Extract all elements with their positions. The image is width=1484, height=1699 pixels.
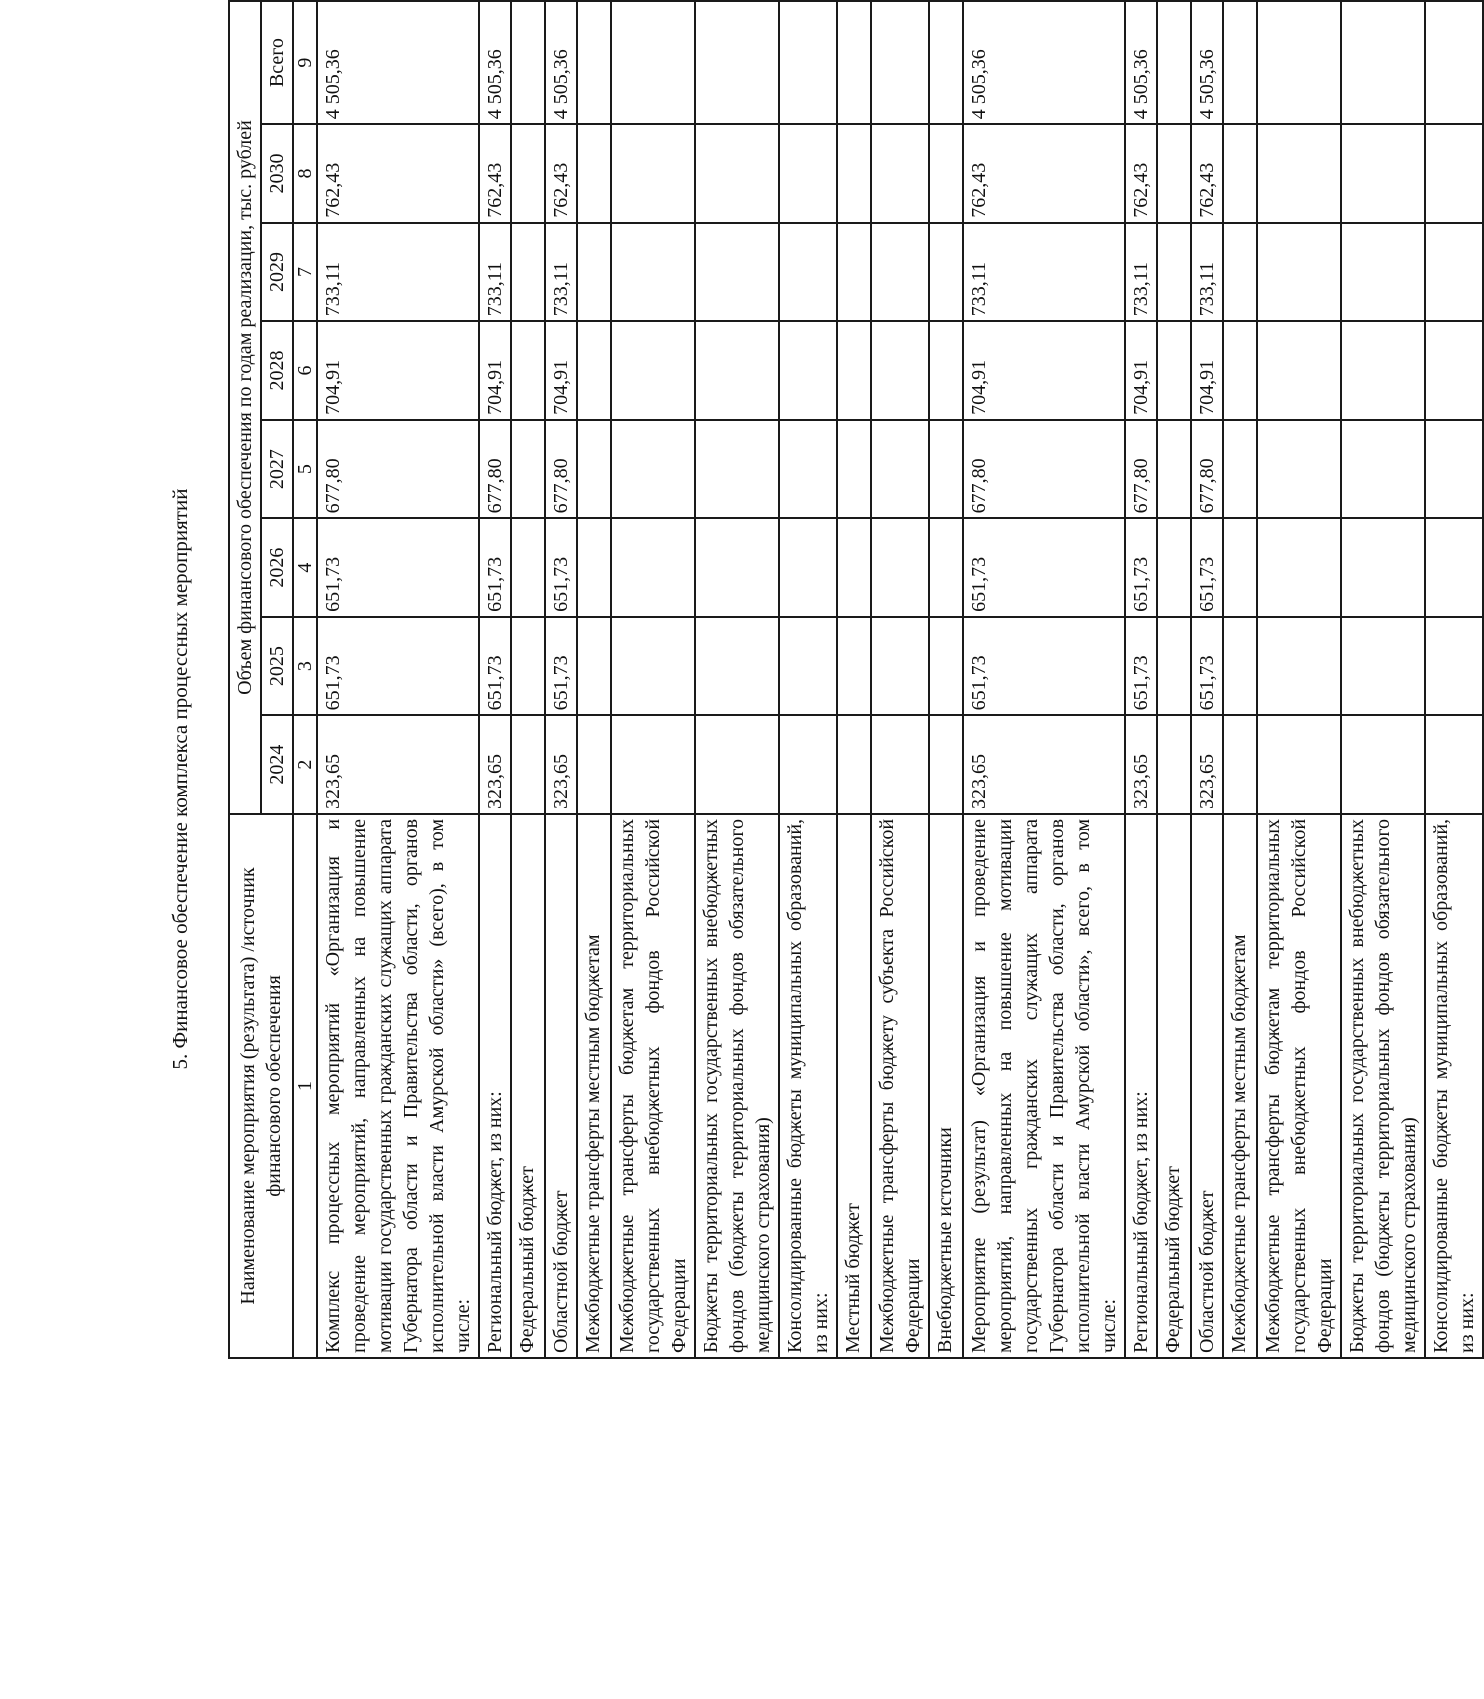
row-year-value xyxy=(577,124,611,223)
header-year: 2030 xyxy=(261,124,293,223)
row-source-name: Межбюджетные трансферты местным бюджетам xyxy=(577,814,611,1358)
row-total-value xyxy=(1157,1,1191,124)
header-year: 2029 xyxy=(261,223,293,322)
row-year-value xyxy=(1223,321,1257,420)
header-year: 2027 xyxy=(261,420,293,519)
row-year-value xyxy=(929,518,963,617)
row-year-value xyxy=(695,321,779,420)
header-year: 2026 xyxy=(261,518,293,617)
row-total-value xyxy=(511,1,545,124)
row-year-value xyxy=(577,321,611,420)
row-year-value xyxy=(611,715,695,814)
header-total: Всего xyxy=(261,1,293,124)
row-source-name: Консолидированные бюджеты муниципальных образований, из них: xyxy=(779,814,837,1358)
row-year-value: 762,43 xyxy=(479,124,511,223)
row-year-value xyxy=(871,124,929,223)
row-year-value xyxy=(1341,420,1425,519)
row-year-value xyxy=(511,715,545,814)
table-row xyxy=(545,1,577,1358)
row-year-value: 677,80 xyxy=(317,420,479,519)
row-year-value: 651,73 xyxy=(479,617,511,716)
row-year-value xyxy=(929,420,963,519)
row-year-value: 651,73 xyxy=(545,518,577,617)
table-row xyxy=(511,1,545,1358)
row-year-value xyxy=(1425,321,1483,420)
row-year-value xyxy=(1257,617,1341,716)
row-year-value xyxy=(871,518,929,617)
row-year-value xyxy=(837,518,871,617)
row-year-value xyxy=(695,617,779,716)
row-year-value: 762,43 xyxy=(1191,124,1223,223)
row-year-value xyxy=(511,124,545,223)
row-year-value xyxy=(577,518,611,617)
column-index: 4 xyxy=(293,518,317,617)
row-year-value xyxy=(1157,715,1191,814)
row-year-value xyxy=(1341,321,1425,420)
row-total-value xyxy=(1223,1,1257,124)
document-title: 5. Финансовое обеспечение комплекса процессных мероприятий xyxy=(168,488,192,1070)
row-year-value xyxy=(1341,617,1425,716)
row-year-value xyxy=(779,321,837,420)
row-year-value: 651,73 xyxy=(479,518,511,617)
row-year-value: 762,43 xyxy=(317,124,479,223)
row-year-value xyxy=(1341,124,1425,223)
row-year-value xyxy=(1157,321,1191,420)
row-year-value xyxy=(1341,715,1425,814)
row-year-value xyxy=(577,617,611,716)
row-year-value: 704,91 xyxy=(1191,321,1223,420)
row-source-name: Мероприятие (результат) «Организация и проведение мероприятий, направленных на повышение мотивации государственных гражданских служащих аппарата Губернатора области и Правительства области, органов исполнительной власти Амурской области», всего, в том числе: xyxy=(963,814,1125,1358)
header-year: 2028 xyxy=(261,321,293,420)
row-year-value xyxy=(837,715,871,814)
row-year-value: 704,91 xyxy=(1125,321,1157,420)
row-year-value xyxy=(511,617,545,716)
row-year-value: 651,73 xyxy=(963,617,1125,716)
row-year-value xyxy=(1341,223,1425,322)
row-total-value xyxy=(871,1,929,124)
row-year-value: 323,65 xyxy=(1125,715,1157,814)
row-total-value xyxy=(1425,1,1483,124)
row-year-value xyxy=(1425,223,1483,322)
column-index: 6 xyxy=(293,321,317,420)
row-source-name: Консолидированные бюджеты муниципальных образований, из них: xyxy=(1425,814,1483,1358)
row-year-value xyxy=(837,420,871,519)
table-row xyxy=(1223,1,1257,1358)
row-year-value: 762,43 xyxy=(545,124,577,223)
row-source-name: Областной бюджет xyxy=(545,814,577,1358)
table-row xyxy=(317,1,479,1358)
table-row xyxy=(1157,1,1191,1358)
header-year: 2025 xyxy=(261,617,293,716)
row-year-value xyxy=(779,518,837,617)
row-year-value: 323,65 xyxy=(317,715,479,814)
row-year-value: 677,80 xyxy=(479,420,511,519)
row-source-name: Межбюджетные трансферты бюджетам территориальных государственных внебюджетных фондов Российской Федерации xyxy=(611,814,695,1358)
row-year-value: 677,80 xyxy=(1191,420,1223,519)
row-year-value: 733,11 xyxy=(545,223,577,322)
row-year-value: 733,11 xyxy=(963,223,1125,322)
row-source-name: Областной бюджет xyxy=(1191,814,1223,1358)
row-year-value xyxy=(779,617,837,716)
row-year-value xyxy=(929,223,963,322)
row-year-value xyxy=(1257,715,1341,814)
row-year-value: 651,73 xyxy=(1125,617,1157,716)
row-source-name: Бюджеты территориальных государственных внебюджетных фондов (бюджеты территориальных фондов обязательного медицинского страхования) xyxy=(695,814,779,1358)
header-name-column: Наименование мероприятия (результата) /источник финансового обеспечения xyxy=(229,814,293,1358)
row-year-value: 651,73 xyxy=(545,617,577,716)
row-source-name: Бюджеты территориальных государственных внебюджетных фондов (бюджеты территориальных фондов обязательного медицинского страхования) xyxy=(1341,814,1425,1358)
row-year-value xyxy=(1257,518,1341,617)
header-units: тыс. рублей xyxy=(234,120,256,220)
column-index: 2 xyxy=(293,715,317,814)
row-year-value xyxy=(1157,617,1191,716)
row-year-value xyxy=(611,223,695,322)
row-year-value xyxy=(1425,715,1483,814)
row-year-value xyxy=(1223,715,1257,814)
row-year-value xyxy=(1257,124,1341,223)
row-year-value xyxy=(1223,124,1257,223)
row-year-value: 677,80 xyxy=(545,420,577,519)
row-year-value xyxy=(837,124,871,223)
row-total-value xyxy=(837,1,871,124)
row-year-value xyxy=(511,420,545,519)
row-year-value xyxy=(695,518,779,617)
row-source-name: Комплекс процессных мероприятий «Организация и проведение мероприятий, направленных на повышение мотивации государственных гражданских служащих аппарата Губернатора области и Правительства области, органов исполнительной власти Амурской области» (всего), в том числе: xyxy=(317,814,479,1358)
row-year-value xyxy=(1257,321,1341,420)
row-source-name: Межбюджетные трансферты местным бюджетам xyxy=(1223,814,1257,1358)
row-year-value xyxy=(1257,420,1341,519)
column-index: 5 xyxy=(293,420,317,519)
row-total-value: 4 505,36 xyxy=(1125,1,1157,124)
row-total-value: 4 505,36 xyxy=(963,1,1125,124)
row-year-value xyxy=(929,617,963,716)
table-body xyxy=(293,1,1483,1358)
row-year-value xyxy=(1157,518,1191,617)
row-year-value xyxy=(695,420,779,519)
row-source-name: Региональный бюджет, из них: xyxy=(1125,814,1157,1358)
row-year-value: 704,91 xyxy=(545,321,577,420)
row-year-value xyxy=(1223,617,1257,716)
row-year-value xyxy=(1223,223,1257,322)
row-year-value xyxy=(779,223,837,322)
row-year-value xyxy=(695,715,779,814)
row-year-value: 677,80 xyxy=(963,420,1125,519)
column-index: 1 xyxy=(293,814,317,1358)
row-source-name: Региональный бюджет, из них: xyxy=(479,814,511,1358)
row-source-name: Межбюджетные трансферты бюджетам территориальных государственных внебюджетных фондов Российской Федерации xyxy=(1257,814,1341,1358)
row-total-value xyxy=(1341,1,1425,124)
table-row xyxy=(1191,1,1223,1358)
row-year-value xyxy=(837,223,871,322)
row-year-value xyxy=(611,321,695,420)
row-year-value xyxy=(1425,124,1483,223)
row-year-value xyxy=(1223,420,1257,519)
row-year-value: 733,11 xyxy=(317,223,479,322)
row-total-value xyxy=(929,1,963,124)
row-year-value: 323,65 xyxy=(479,715,511,814)
row-year-value xyxy=(577,223,611,322)
row-year-value: 704,91 xyxy=(479,321,511,420)
row-year-value xyxy=(929,715,963,814)
table-row xyxy=(577,1,611,1358)
column-index-row xyxy=(293,1,317,1358)
column-index: 3 xyxy=(293,617,317,716)
table-row xyxy=(929,1,963,1358)
row-total-value xyxy=(779,1,837,124)
table-row xyxy=(837,1,871,1358)
row-year-value xyxy=(1341,518,1425,617)
row-year-value xyxy=(779,420,837,519)
table-row xyxy=(1125,1,1157,1358)
row-total-value: 4 505,36 xyxy=(545,1,577,124)
row-source-name: Федеральный бюджет xyxy=(511,814,545,1358)
row-year-value xyxy=(929,124,963,223)
row-year-value xyxy=(1223,518,1257,617)
row-source-name: Межбюджетные трансферты бюджету субъекта Российской Федерации xyxy=(871,814,929,1358)
row-year-value xyxy=(611,518,695,617)
table-row xyxy=(1425,1,1483,1358)
row-year-value xyxy=(577,715,611,814)
row-year-value: 733,11 xyxy=(479,223,511,322)
row-year-value: 651,73 xyxy=(1125,518,1157,617)
table-row xyxy=(871,1,929,1358)
table-row xyxy=(695,1,779,1358)
row-year-value: 323,65 xyxy=(963,715,1125,814)
row-year-value xyxy=(511,223,545,322)
row-year-value xyxy=(1157,223,1191,322)
row-year-value: 704,91 xyxy=(317,321,479,420)
column-index: 7 xyxy=(293,223,317,322)
row-year-value: 733,11 xyxy=(1125,223,1157,322)
row-year-value xyxy=(871,420,929,519)
row-year-value: 651,73 xyxy=(1191,518,1223,617)
row-year-value: 733,11 xyxy=(1191,223,1223,322)
row-year-value xyxy=(611,617,695,716)
row-year-value: 762,43 xyxy=(1125,124,1157,223)
row-year-value: 323,65 xyxy=(545,715,577,814)
header-row-group xyxy=(229,1,261,1358)
header-volume-group xyxy=(229,1,261,814)
row-year-value xyxy=(871,715,929,814)
row-year-value xyxy=(779,715,837,814)
row-year-value: 651,73 xyxy=(963,518,1125,617)
column-index: 9 xyxy=(293,1,317,124)
row-year-value: 651,73 xyxy=(1191,617,1223,716)
column-index: 8 xyxy=(293,124,317,223)
table-row xyxy=(1341,1,1425,1358)
financing-table xyxy=(228,0,1484,1359)
row-year-value xyxy=(779,124,837,223)
header-volume-label: Объем финансового обеспечения по годам реализации, xyxy=(234,224,256,695)
row-year-value xyxy=(511,321,545,420)
row-year-value xyxy=(1157,420,1191,519)
row-year-value xyxy=(611,124,695,223)
row-year-value: 677,80 xyxy=(1125,420,1157,519)
table-row xyxy=(1257,1,1341,1358)
row-source-name: Внебюджетные источники xyxy=(929,814,963,1358)
table-row xyxy=(479,1,511,1358)
row-total-value xyxy=(695,1,779,124)
row-year-value xyxy=(577,420,611,519)
row-year-value xyxy=(1425,420,1483,519)
row-year-value: 651,73 xyxy=(317,617,479,716)
row-year-value xyxy=(837,321,871,420)
row-year-value xyxy=(695,124,779,223)
row-year-value xyxy=(871,617,929,716)
row-year-value xyxy=(929,321,963,420)
table-row xyxy=(611,1,695,1358)
row-total-value xyxy=(577,1,611,124)
table-row xyxy=(963,1,1125,1358)
row-source-name: Федеральный бюджет xyxy=(1157,814,1191,1358)
row-year-value xyxy=(1157,124,1191,223)
row-total-value xyxy=(611,1,695,124)
header-year: 2024 xyxy=(261,715,293,814)
row-total-value xyxy=(1257,1,1341,124)
row-total-value: 4 505,36 xyxy=(1191,1,1223,124)
row-year-value xyxy=(611,420,695,519)
table-row xyxy=(779,1,837,1358)
row-total-value: 4 505,36 xyxy=(317,1,479,124)
row-year-value xyxy=(871,321,929,420)
row-year-value xyxy=(1425,617,1483,716)
row-year-value: 762,43 xyxy=(963,124,1125,223)
row-year-value xyxy=(511,518,545,617)
row-year-value: 704,91 xyxy=(963,321,1125,420)
row-year-value: 651,73 xyxy=(317,518,479,617)
row-total-value: 4 505,36 xyxy=(479,1,511,124)
row-year-value xyxy=(1257,223,1341,322)
row-year-value: 323,65 xyxy=(1191,715,1223,814)
row-year-value xyxy=(871,223,929,322)
row-year-value xyxy=(1425,518,1483,617)
row-year-value xyxy=(695,223,779,322)
row-year-value xyxy=(837,617,871,716)
row-source-name: Местный бюджет xyxy=(837,814,871,1358)
